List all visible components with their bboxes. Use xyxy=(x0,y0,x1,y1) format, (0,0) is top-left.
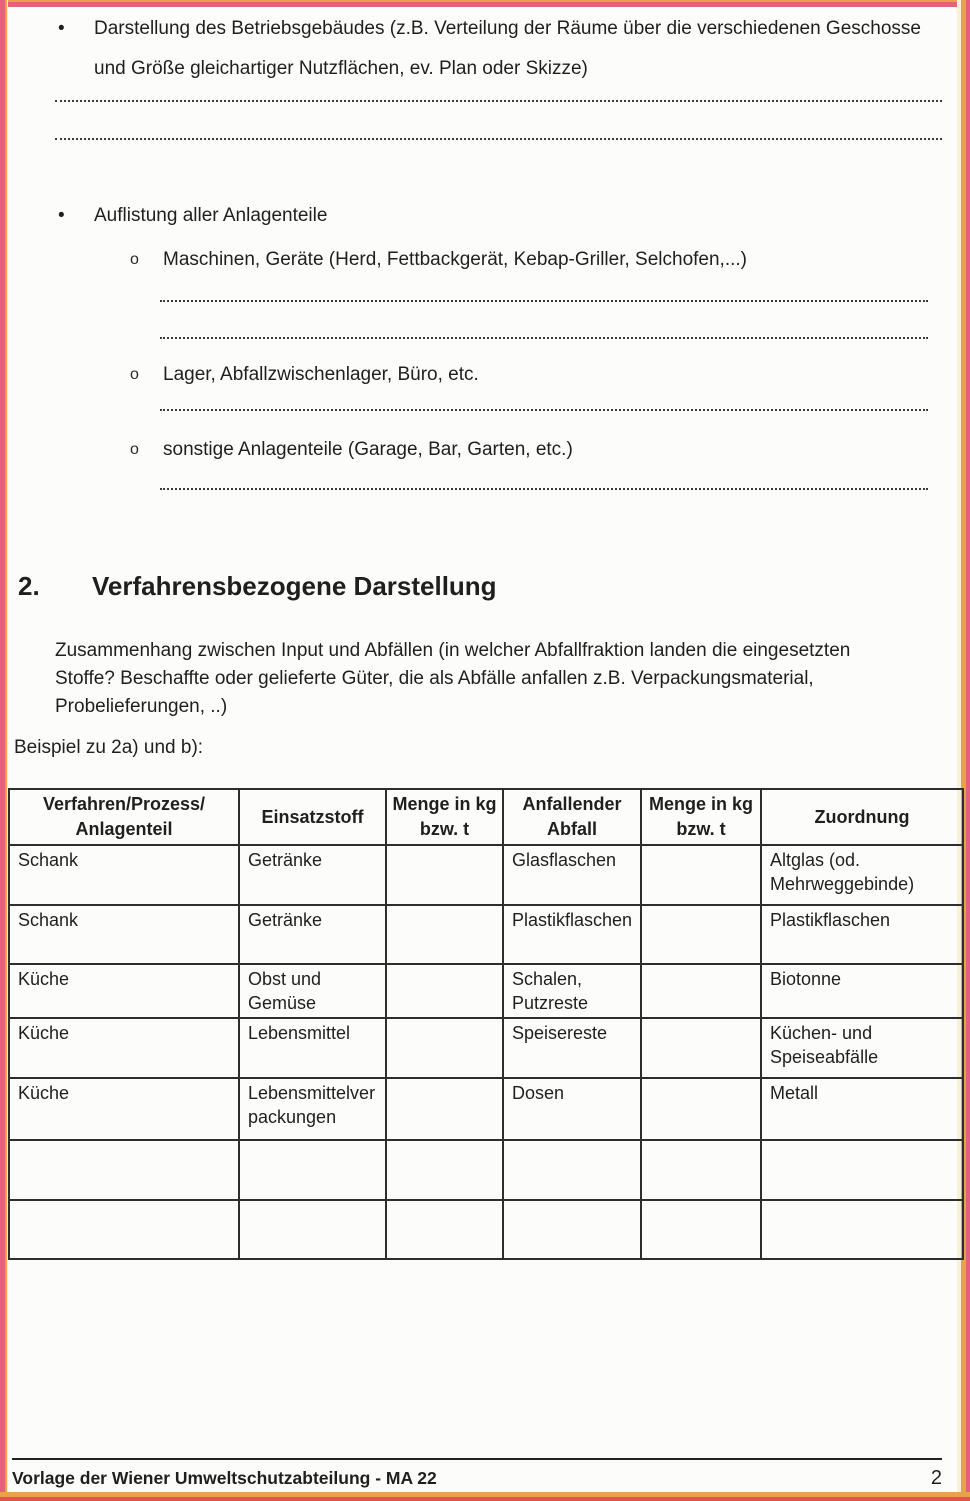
circle-bullet-icon: o xyxy=(130,366,139,383)
cell-menge-1 xyxy=(386,905,503,964)
cell-abfall: Speisereste xyxy=(503,1018,641,1078)
bullet-item-darstellung-text: Darstellung des Betriebsgebäudes (z.B. Verteilung der Räume über die verschiedenen Geschosse und Größe gleichartiger Nutzflächen, ev. Plan oder Skizze) xyxy=(94,18,921,79)
cell-abfall: Plastikflaschen xyxy=(503,905,641,964)
cell-verfahren: Schank xyxy=(9,845,239,905)
circle-bullet-icon: o xyxy=(130,251,139,268)
cell-menge-1 xyxy=(386,1200,503,1259)
sub-bullet-sonstige xyxy=(130,430,957,470)
cell-menge-1 xyxy=(386,1140,503,1200)
cell-menge-2 xyxy=(641,845,761,905)
circle-bullet-icon: o xyxy=(130,441,139,458)
cell-verfahren: Küche xyxy=(9,1078,239,1140)
col-header-menge-2: Menge in kg bzw. t xyxy=(641,789,761,845)
bullet-icon: • xyxy=(58,18,65,39)
cell-menge-1 xyxy=(386,1018,503,1078)
col-header-zuordnung: Zuordnung xyxy=(761,789,963,845)
sub-bullet-maschinen-text: Maschinen, Geräte (Herd, Fettbackgerät, Kebap-Griller, Selchofen,...) xyxy=(163,249,747,270)
page-footer xyxy=(12,1458,942,1490)
cell-zuordnung: Metall xyxy=(761,1078,963,1140)
cell-abfall: Schalen, Putzreste xyxy=(503,964,641,1018)
cell-zuordnung xyxy=(761,1200,963,1259)
bullet-item-auflistung xyxy=(58,196,957,236)
cell-menge-1 xyxy=(386,1078,503,1140)
section-paragraph: Zusammenhang zwischen Input und Abfällen (in welcher Abfallfraktion landen die eingesetzten Stoffe? Beschaffte oder gelieferte Güter, die als Abfälle anfallen z.B. Verpackungsmaterial, Probelieferungen, ..) xyxy=(55,640,851,717)
table-row-empty xyxy=(9,1200,963,1259)
cell-abfall xyxy=(503,1200,641,1259)
cell-menge-2 xyxy=(641,1018,761,1078)
page-border-left xyxy=(0,0,8,1501)
cell-zuordnung: Altglas (od. Mehrweggebinde) xyxy=(761,845,963,905)
cell-verfahren: Schank xyxy=(9,905,239,964)
page-border-right xyxy=(957,0,970,1501)
cell-menge-2 xyxy=(641,1140,761,1200)
table-header-row xyxy=(9,789,963,845)
cell-menge-2 xyxy=(641,964,761,1018)
page-border-top xyxy=(0,0,970,7)
beispiel-table xyxy=(8,788,964,1260)
cell-abfall: Glasflaschen xyxy=(503,845,641,905)
bullet-icon: • xyxy=(58,205,65,226)
table-row-empty xyxy=(9,1140,963,1200)
section-heading xyxy=(18,569,957,603)
fill-in-dotted-line xyxy=(160,337,928,339)
cell-zuordnung: Küchen- und Speiseabfälle xyxy=(761,1018,963,1078)
cell-einsatzstoff: Lebensmittel xyxy=(239,1018,386,1078)
cell-menge-2 xyxy=(641,905,761,964)
bullet-item-darstellung xyxy=(58,9,957,89)
cell-einsatzstoff: Getränke xyxy=(239,845,386,905)
table-row xyxy=(9,905,963,964)
col-header-abfall: Anfallender Abfall xyxy=(503,789,641,845)
table-row xyxy=(9,1078,963,1140)
cell-einsatzstoff xyxy=(239,1200,386,1259)
cell-einsatzstoff xyxy=(239,1140,386,1200)
cell-zuordnung xyxy=(761,1140,963,1200)
sub-bullet-lager-text: Lager, Abfallzwischenlager, Büro, etc. xyxy=(163,364,479,385)
cell-abfall: Dosen xyxy=(503,1078,641,1140)
bullet-item-auflistung-text: Auflistung aller Anlagenteile xyxy=(94,205,328,226)
example-label: Beispiel zu 2a) und b): xyxy=(14,737,204,758)
cell-menge-1 xyxy=(386,964,503,1018)
table-row xyxy=(9,1018,963,1078)
cell-abfall xyxy=(503,1140,641,1200)
sub-bullet-maschinen xyxy=(130,240,957,280)
cell-verfahren: Küche xyxy=(9,1018,239,1078)
cell-verfahren xyxy=(9,1140,239,1200)
cell-menge-2 xyxy=(641,1200,761,1259)
col-header-einsatzstoff: Einsatzstoff xyxy=(239,789,386,845)
cell-menge-2 xyxy=(641,1078,761,1140)
table-row xyxy=(9,964,963,1018)
footer-text: Vorlage der Wiener Umweltschutzabteilung - MA 22 xyxy=(12,1468,437,1488)
col-header-verfahren: Verfahren/Prozess/ Anlagenteil xyxy=(9,789,239,845)
cell-verfahren xyxy=(9,1200,239,1259)
fill-in-dotted-line xyxy=(55,100,942,102)
section-title: Verfahrensbezogene Darstellung xyxy=(92,571,497,601)
section-number: 2. xyxy=(18,571,40,601)
cell-einsatzstoff: Obst und Gemüse xyxy=(239,964,386,1018)
fill-in-dotted-line xyxy=(55,138,942,140)
sub-bullet-sonstige-text: sonstige Anlagenteile (Garage, Bar, Garten, etc.) xyxy=(163,439,573,460)
cell-zuordnung: Biotonne xyxy=(761,964,963,1018)
page-content xyxy=(8,7,957,1492)
page-number: 2 xyxy=(930,1467,942,1489)
table-row xyxy=(9,845,963,905)
cell-einsatzstoff: Lebensmittelverpackungen xyxy=(239,1078,386,1140)
cell-einsatzstoff: Getränke xyxy=(239,905,386,964)
sub-bullet-lager xyxy=(130,355,957,395)
fill-in-dotted-line xyxy=(160,300,928,302)
cell-verfahren: Küche xyxy=(9,964,239,1018)
cell-menge-1 xyxy=(386,845,503,905)
cell-zuordnung: Plastikflaschen xyxy=(761,905,963,964)
page-border-bottom xyxy=(0,1492,970,1501)
col-header-menge-1: Menge in kg bzw. t xyxy=(386,789,503,845)
fill-in-dotted-line xyxy=(160,488,928,490)
fill-in-dotted-line xyxy=(160,409,928,411)
